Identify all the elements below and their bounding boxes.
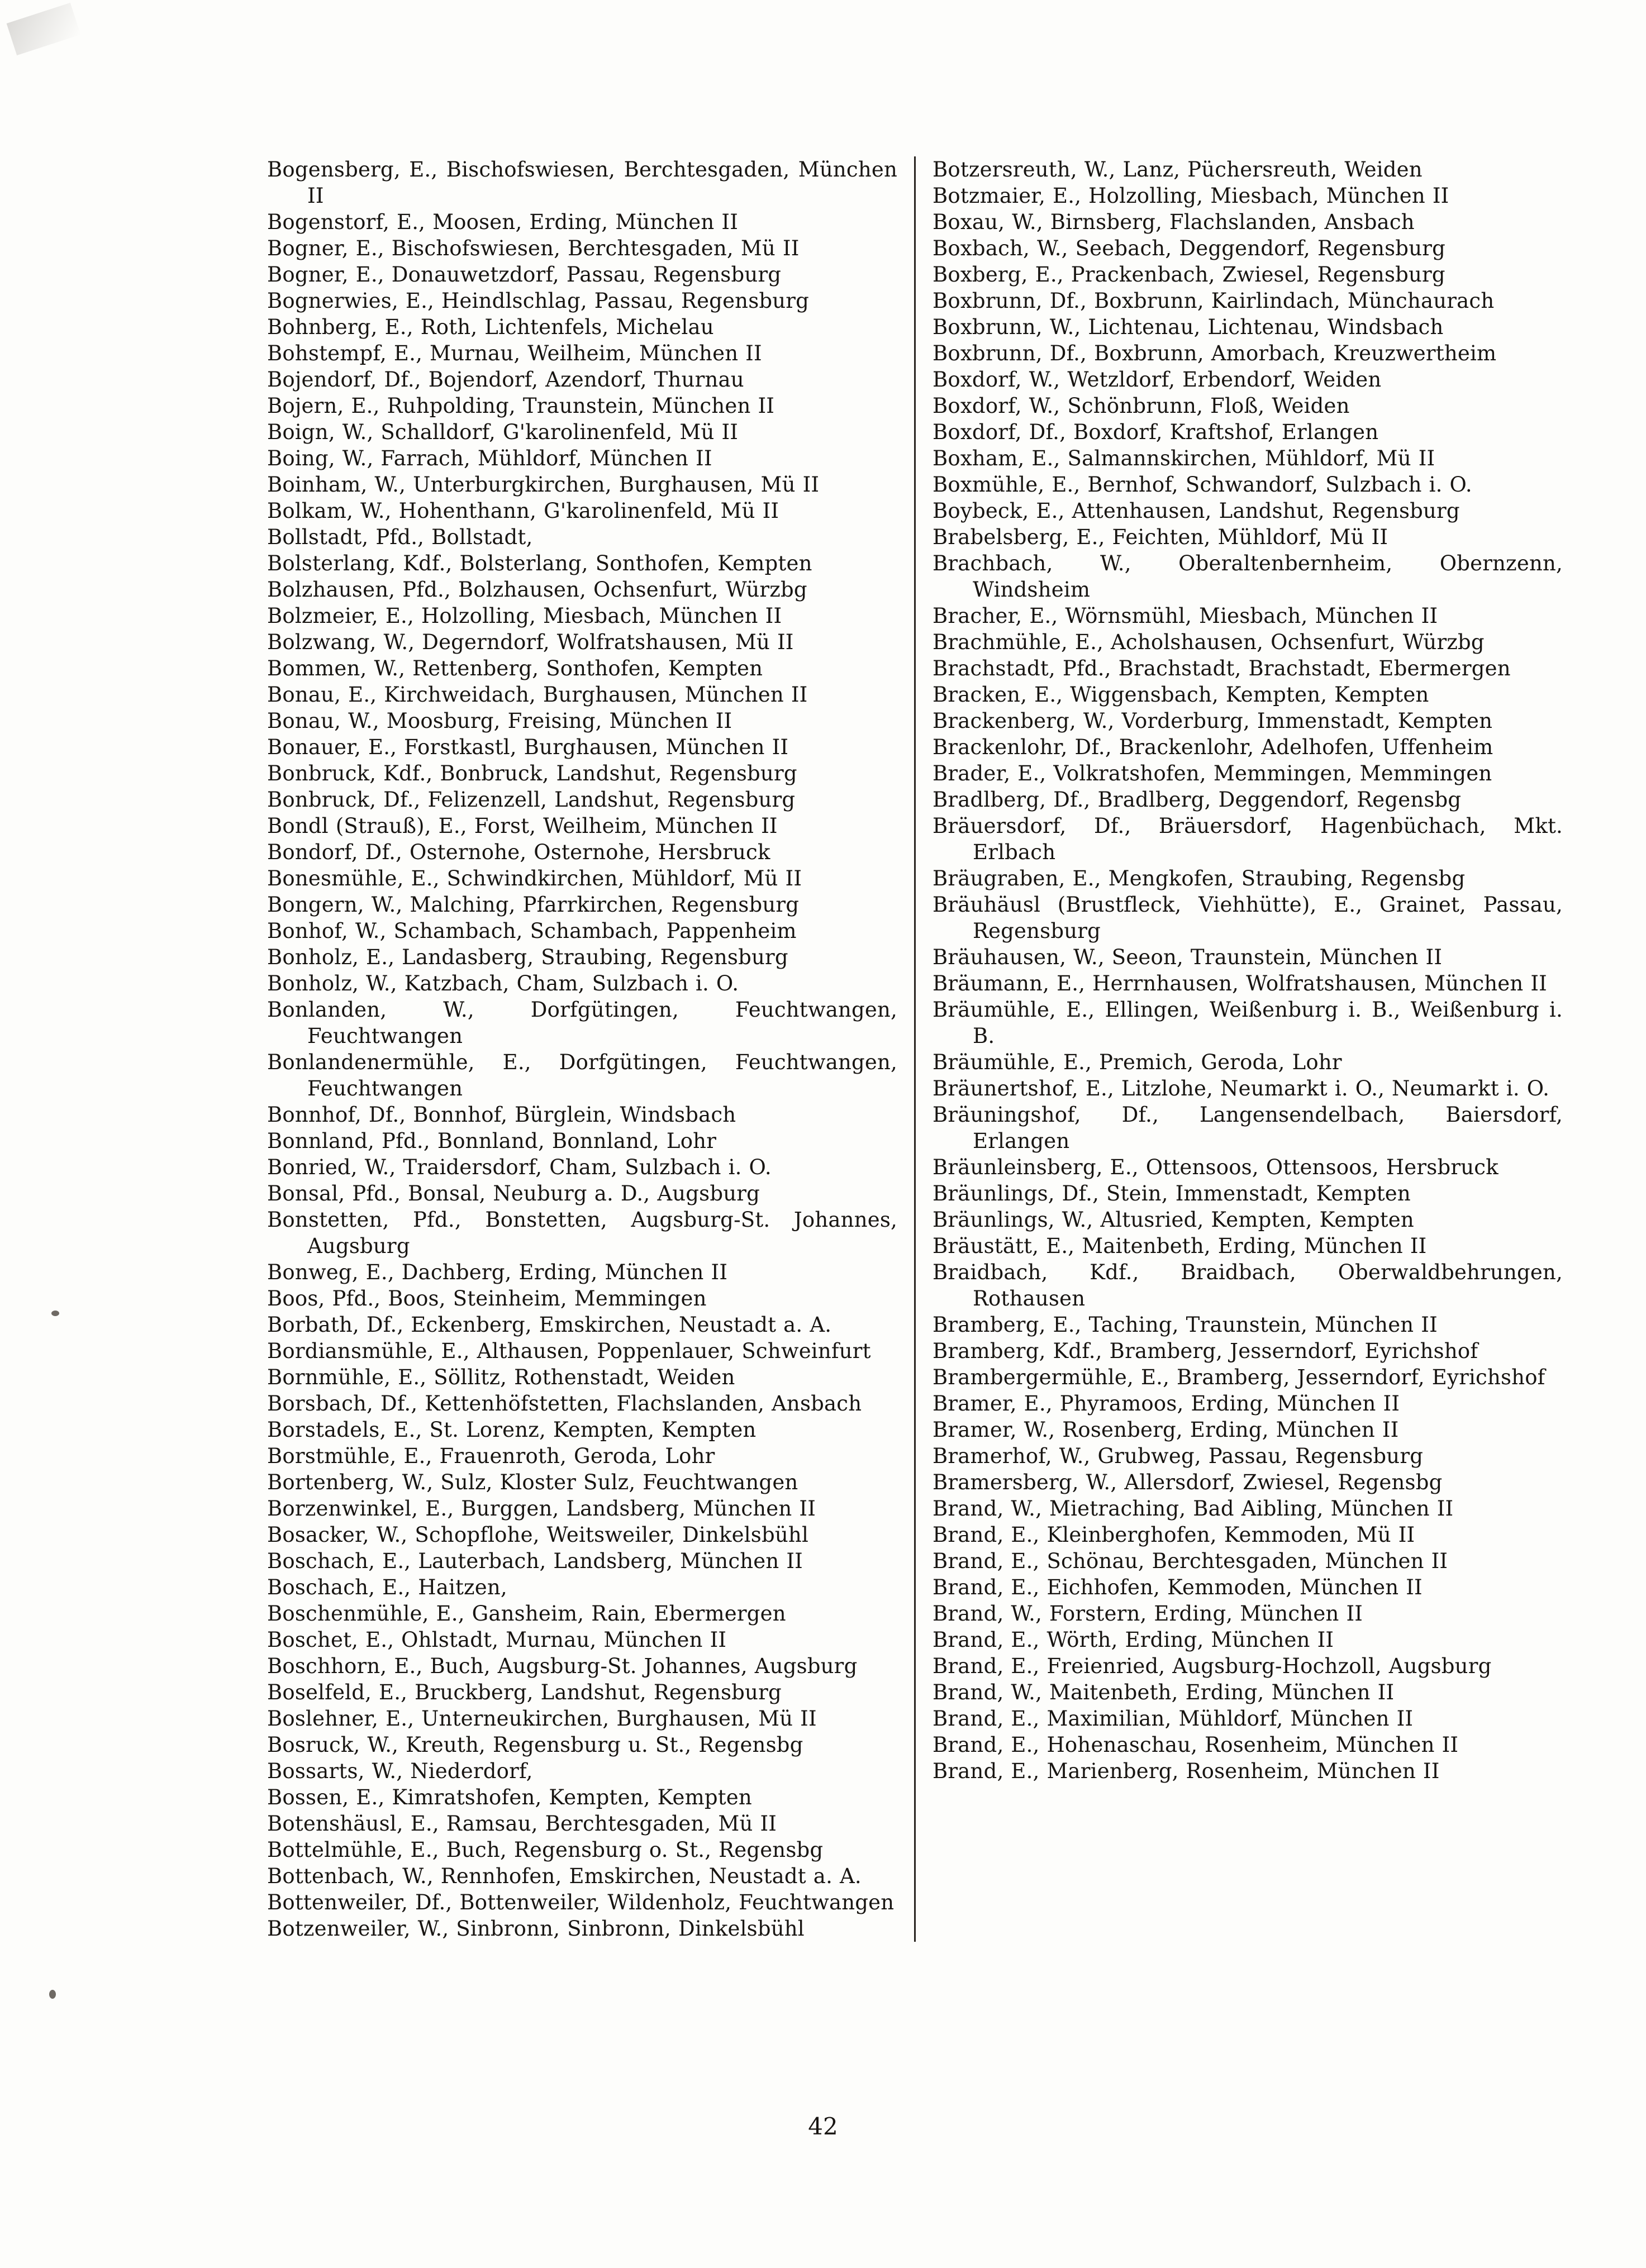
index-entry: Boxbrunn, Df., Boxbrunn, Amorbach, Kreuzwertheim [933,341,1497,365]
index-entry: Bolzhausen, Pfd., Bolzhausen, Ochsenfurt, Würzbg [267,578,807,602]
index-entry: Boxbach, W., Seebach, Deggendorf, Regensburg [933,236,1445,260]
index-entry: Bonsal, Pfd., Bonsal, Neuburg a. D., Augsburg [267,1181,760,1206]
index-entry: Boxdorf, Df., Boxdorf, Kraftshof, Erlangen [933,420,1379,444]
index-entry: Bonholz, E., Landasberg, Straubing, Regensburg [267,945,788,969]
index-entry: Boign, W., Schalldorf, G'karolinenfeld, Mü II [267,420,739,444]
index-entry: Bonweg, E., Dachberg, Erding, München II [267,1260,728,1284]
index-entry: Bordiansmühle, E., Althausen, Poppenlauer, Schweinfurt [267,1339,871,1363]
scan-artifact [51,1311,59,1316]
index-entry: Brachstadt, Pfd., Brachstadt, Brachstadt, Ebermergen [933,656,1511,680]
index-entry: Brader, E., Volkratshofen, Memmingen, Memmingen [933,761,1492,785]
index-entry: Borstadels, E., St. Lorenz, Kempten, Kempten [267,1418,757,1442]
index-entry: Bogner, E., Bischofswiesen, Berchtesgaden, Mü II [267,236,800,260]
index-entry: Bonlanden, W., Dorfgütingen, Feuchtwangen, Feuchtwangen [267,998,897,1048]
index-entry: Boschach, E., Haitzen, [267,1575,507,1599]
index-entry: Brand, W., Maitenbeth, Erding, München II [933,1680,1395,1704]
index-column-right [933,156,1563,1942]
index-entry: Bonbruck, Df., Felizenzell, Landshut, Regensburg [267,788,796,812]
index-entry: Bonau, W., Moosburg, Freising, München II [267,709,732,733]
index-entry: Bräumühle, E., Premich, Geroda, Lohr [933,1050,1342,1074]
index-entry: Bolsterlang, Kdf., Bolsterlang, Sonthofen, Kempten [267,551,812,575]
index-entry: Brand, E., Schönau, Berchtesgaden, München II [933,1549,1448,1573]
index-entry: Botzersreuth, W., Lanz, Püchersreuth, Weiden [933,158,1423,182]
index-entry: Bondorf, Df., Osternohe, Osternohe, Hersbruck [267,840,770,864]
index-entry: Bongern, W., Malching, Pfarrkirchen, Regensburg [267,893,800,917]
index-entry: Bonbruck, Kdf., Bonbruck, Landshut, Regensburg [267,761,797,785]
index-entry: Bolzmeier, E., Holzolling, Miesbach, München II [267,604,782,628]
index-entry: Brachbach, W., Oberaltenbernheim, Obernzenn, Windsheim [933,551,1563,602]
index-entry: Bognerwies, E., Heindlschlag, Passau, Regensburg [267,289,810,313]
index-entry: Botenshäusl, E., Ramsau, Berchtesgaden, Mü II [267,1812,777,1836]
index-entry: Bonholz, W., Katzbach, Cham, Sulzbach i. O. [267,971,739,995]
index-entry: Boschach, E., Lauterbach, Landsberg, München II [267,1549,803,1573]
index-entry: Bramberg, E., Taching, Traunstein, München II [933,1313,1438,1337]
index-entry: Brabelsberg, E., Feichten, Mühldorf, Mü II [933,525,1388,549]
index-entry: Borzenwinkel, E., Burggen, Landsberg, München II [267,1497,816,1521]
gazetteer-index [267,156,1564,1942]
index-entry: Brand, E., Kleinberghofen, Kemmoden, Mü II [933,1523,1415,1547]
index-entry: Boxmühle, E., Bernhof, Schwandorf, Sulzbach i. O. [933,473,1472,497]
index-entry: Bradlberg, Df., Bradlberg, Deggendorf, Regensbg [933,788,1462,812]
index-entry: Bottenweiler, Df., Bottenweiler, Wildenholz, Feuchtwangen [267,1890,895,1914]
index-entry: Botzmaier, E., Holzolling, Miesbach, München II [933,184,1449,208]
index-entry: Borstmühle, E., Frauenroth, Geroda, Lohr [267,1444,715,1468]
index-entry: Borsbach, Df., Kettenhöfstetten, Flachslanden, Ansbach [267,1392,862,1416]
index-entry: Boxdorf, W., Schönbrunn, Floß, Weiden [933,394,1350,418]
index-entry: Bogner, E., Donauwetzdorf, Passau, Regensburg [267,263,782,287]
index-entry: Bräumann, E., Herrnhausen, Wolfratshausen, München II [933,971,1547,995]
index-entry: Boxham, E., Salmannskirchen, Mühldorf, Mü II [933,446,1435,470]
scan-smudge [7,3,81,55]
index-entry: Brand, E., Maximilian, Mühldorf, München II [933,1707,1414,1731]
index-entry: Bogenstorf, E., Moosen, Erding, München II [267,210,739,234]
index-entry: Boxdorf, W., Wetzldorf, Erbendorf, Weiden [933,368,1382,392]
index-entry: Bonauer, E., Forstkastl, Burghausen, München II [267,735,789,759]
index-entry: Bondl (Strauß), E., Forst, Weilheim, München II [267,814,778,838]
index-entry: Bracken, E., Wiggensbach, Kempten, Kempten [933,683,1429,707]
index-entry: Brand, W., Mietraching, Bad Aibling, München II [933,1497,1454,1521]
index-entry: Brackenberg, W., Vorderburg, Immenstadt, Kempten [933,709,1493,733]
index-entry: Boos, Pfd., Boos, Steinheim, Memmingen [267,1287,707,1311]
index-entry: Bramberg, Kdf., Bramberg, Jesserndorf, Eyrichshof [933,1339,1478,1363]
index-entry: Bonesmühle, E., Schwindkirchen, Mühldorf, Mü II [267,866,802,890]
index-entry: Boxbrunn, W., Lichtenau, Lichtenau, Windsbach [933,315,1444,339]
index-entry: Bräuningshof, Df., Langensendelbach, Baiersdorf, Erlangen [933,1103,1563,1153]
index-entry: Brand, E., Marienberg, Rosenheim, München II [933,1759,1440,1783]
index-entry: Bossarts, W., Niederdorf, [267,1759,533,1783]
index-column-left [267,156,897,1942]
index-entry: Brackenlohr, Df., Brackenlohr, Adelhofen, Uffenheim [933,735,1493,759]
index-entry: Boybeck, E., Attenhausen, Landshut, Regensburg [933,499,1460,523]
index-entry: Bramersberg, W., Allersdorf, Zwiesel, Regensbg [933,1470,1443,1494]
index-entry: Boxau, W., Birnsberg, Flachslanden, Ansbach [933,210,1415,234]
index-entry: Bräunlings, W., Altusried, Kempten, Kempten [933,1208,1414,1232]
index-entry: Bohstempf, E., Murnau, Weilheim, München II [267,341,762,365]
index-entry: Brand, E., Wörth, Erding, München II [933,1628,1334,1652]
index-entry: Bolkam, W., Hohenthann, G'karolinenfeld, Mü II [267,499,779,523]
index-entry: Brachmühle, E., Acholshausen, Ochsenfurt, Würzbg [933,630,1485,654]
index-entry: Bolzwang, W., Degerndorf, Wolfratshausen, Mü II [267,630,794,654]
index-entry: Boxbrunn, Df., Boxbrunn, Kairlindach, Münchaurach [933,289,1495,313]
index-entry: Bojendorf, Df., Bojendorf, Azendorf, Thurnau [267,368,744,392]
index-entry: Boslehner, E., Unterneukirchen, Burghausen, Mü II [267,1707,817,1731]
index-entry: Bonnland, Pfd., Bonnland, Bonnland, Lohr [267,1129,717,1153]
index-entry: Boselfeld, E., Bruckberg, Landshut, Regensburg [267,1680,782,1704]
page-number: 42 [808,2113,838,2140]
index-entry: Bonstetten, Pfd., Bonstetten, Augsburg-St. Johannes, Augsburg [267,1208,897,1258]
index-entry: Bräuhausen, W., Seeon, Traunstein, München II [933,945,1443,969]
index-entry: Bottelmühle, E., Buch, Regensburg o. St., Regensbg [267,1838,824,1862]
index-entry: Brand, W., Forstern, Erding, München II [933,1602,1363,1626]
index-entry: Bonhof, W., Schambach, Schambach, Pappenheim [267,919,797,943]
index-entry: Boschhorn, E., Buch, Augsburg-St. Johannes, Augsburg [267,1654,858,1678]
index-entry: Bräuhäusl (Brustfleck, Viehhütte), E., Grainet, Passau, Regensburg [933,893,1563,943]
index-entry: Bramer, E., Phyramoos, Erding, München II [933,1392,1400,1416]
index-entry: Bollstadt, Pfd., Bollstadt, [267,525,533,549]
index-entry: Brambergermühle, E., Bramberg, Jesserndorf, Eyrichshof [933,1365,1545,1389]
index-entry: Brand, E., Freienried, Augsburg-Hochzoll, Augsburg [933,1654,1492,1678]
index-entry: Bräustätt, E., Maitenbeth, Erding, München II [933,1234,1427,1258]
index-entry: Bonried, W., Traidersdorf, Cham, Sulzbach i. O. [267,1155,772,1179]
index-entry: Bräuersdorf, Df., Bräuersdorf, Hagenbüchach, Mkt. Erlbach [933,814,1563,864]
index-entry: Borbath, Df., Eckenberg, Emskirchen, Neustadt a. A. [267,1313,832,1337]
scan-artifact [49,1990,56,1999]
index-entry: Bosacker, W., Schopflohe, Weitsweiler, Dinkelsbühl [267,1523,808,1547]
index-entry: Brand, E., Eichhofen, Kemmoden, München II [933,1575,1423,1599]
index-entry: Bräugraben, E., Mengkofen, Straubing, Regensbg [933,866,1466,890]
index-entry: Bramerhof, W., Grubweg, Passau, Regensburg [933,1444,1424,1468]
index-entry: Bonau, E., Kirchweidach, Burghausen, München II [267,683,808,707]
index-entry: Bortenberg, W., Sulz, Kloster Sulz, Feuchtwangen [267,1470,798,1494]
index-entry: Boinham, W., Unterburgkirchen, Burghausen, Mü II [267,473,820,497]
index-entry: Bracher, E., Wörnsmühl, Miesbach, München II [933,604,1438,628]
index-entry: Bommen, W., Rettenberg, Sonthofen, Kempten [267,656,763,680]
index-entry: Bottenbach, W., Rennhofen, Emskirchen, Neustadt a. A. [267,1864,862,1888]
index-entry: Boschenmühle, E., Gansheim, Rain, Ebermergen [267,1602,786,1626]
index-entry: Boing, W., Farrach, Mühldorf, München II [267,446,712,470]
index-entry: Bogensberg, E., Bischofswiesen, Berchtesgaden, München II [267,158,897,208]
index-entry: Bornmühle, E., Söllitz, Rothenstadt, Weiden [267,1365,735,1389]
index-entry: Bossen, E., Kimratshofen, Kempten, Kempten [267,1785,752,1809]
index-entry: Bojern, E., Ruhpolding, Traunstein, München II [267,394,775,418]
index-entry: Boschet, E., Ohlstadt, Murnau, München II [267,1628,727,1652]
index-entry: Bräunlings, Df., Stein, Immenstadt, Kempten [933,1181,1411,1206]
index-entry: Bohnberg, E., Roth, Lichtenfels, Michelau [267,315,714,339]
index-entry: Botzenweiler, W., Sinbronn, Sinbronn, Dinkelsbühl [267,1917,805,1941]
index-entry: Bräunertshof, E., Litzlohe, Neumarkt i. O., Neumarkt i. O. [933,1076,1550,1100]
index-entry: Bonnhof, Df., Bonnhof, Bürglein, Windsbach [267,1103,736,1127]
index-entry: Boxberg, E., Prackenbach, Zwiesel, Regensburg [933,263,1445,287]
index-entry: Braidbach, Kdf., Braidbach, Oberwaldbehrungen, Rothausen [933,1260,1563,1311]
index-entry: Bramer, W., Rosenberg, Erding, München II [933,1418,1399,1442]
column-divider-rule [914,156,916,1942]
index-entry: Bosruck, W., Kreuth, Regensburg u. St., Regensbg [267,1733,803,1757]
index-entry: Brand, E., Hohenaschau, Rosenheim, München II [933,1733,1459,1757]
index-entry: Bonlandenermühle, E., Dorfgütingen, Feuchtwangen, Feuchtwangen [267,1050,897,1100]
index-entry: Bräumühle, E., Ellingen, Weißenburg i. B., Weißenburg i. B. [933,998,1563,1048]
index-entry: Bräunleinsberg, E., Ottensoos, Ottensoos, Hersbruck [933,1155,1498,1179]
